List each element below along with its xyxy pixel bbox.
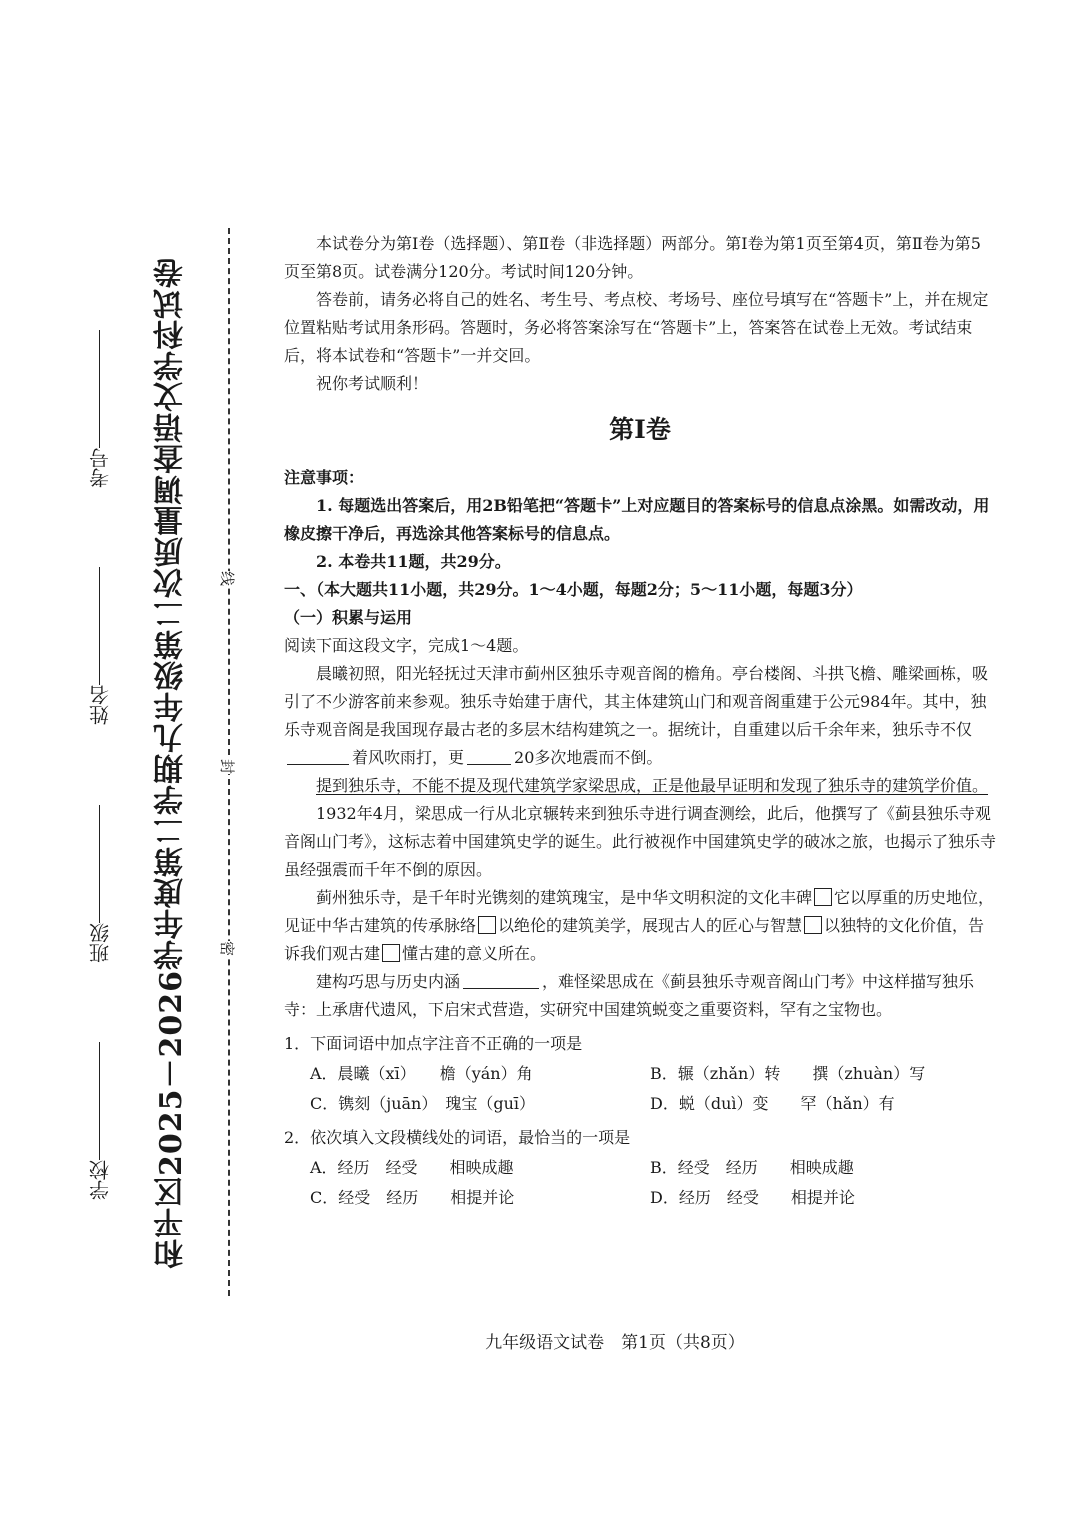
question-1-options	[284, 1060, 996, 1118]
intro-paragraph-2: 答卷前，请务必将自己的姓名、考生号、考点校、考场号、座位号填写在“答题卡”上，并在规定位置粘贴考试用条形码。答题时，务必将答案涂写在“答题卡”上，答案答在试卷上无效。考试结束后，将本试卷和“答题卡”一并交回。	[284, 290, 989, 365]
passage-text: 建构巧思与历史内涵	[316, 972, 461, 991]
cut-mark-line: 线	[215, 571, 240, 586]
question-1-stem: 1．下面词语中加点字注音不正确的一项是	[284, 1034, 583, 1053]
exam-content	[284, 230, 996, 1212]
question-2-option-d[interactable]: D．经历 经受 相提并论	[650, 1188, 855, 1207]
sub-section-heading: （一）积累与运用	[284, 608, 413, 627]
exam-title-vertical: 和平区2025－2026学年度第二学期九年级第二次质量调查语文学科试卷	[154, 257, 189, 1269]
exam-number-blank[interactable]	[100, 330, 101, 448]
name-label: 姓名	[88, 685, 113, 726]
notice-label: 注意事项：	[284, 468, 365, 487]
question-1-option-a[interactable]: A．晨曦（xī） 檐（yán）角	[310, 1064, 533, 1083]
cut-mark-seal: 封	[215, 759, 240, 774]
question-2-option-a[interactable]: A．经历 经受 相映成趣	[310, 1158, 514, 1177]
class-field[interactable]	[86, 805, 115, 963]
question-2-option-c[interactable]: C．经受 经历 相提并论	[310, 1188, 515, 1207]
question-2-option-b[interactable]: B．经受 经历 相映成趣	[650, 1158, 854, 1177]
punctuation-box-4[interactable]	[382, 944, 400, 962]
passage-paragraph-4	[284, 884, 996, 968]
student-info-fields	[82, 330, 118, 1200]
passage-text: 以绝伦的建筑美学，展现古人的匠心与智慧	[498, 916, 803, 935]
binding-sidebar	[0, 0, 237, 1528]
question-2-options	[284, 1154, 996, 1212]
question-1-option-d[interactable]: D．蜕（duì）变 罕（hǎn）有	[650, 1094, 895, 1113]
exam-number-label: 考号	[88, 448, 113, 489]
fill-blank-2[interactable]	[467, 764, 511, 765]
passage-paragraph-3: 1932年4月，梁思成一行从北京辗转来到独乐寺进行调查测绘，此后，他撰写了《蓟县独乐寺观音阁山门考》，这标志着中国建筑史学的诞生。此行被视作中国建筑史学的破冰之旅，也揭示了独乐寺虽经强震而千年不倒的原因。	[284, 804, 997, 879]
notice-item-1: 1. 每题选出答案后，用2B铅笔把“答题卡”上对应题目的答案标号的信息点涂黑。如需改动，用橡皮擦干净后，再选涂其他答案标号的信息点。	[284, 496, 990, 543]
school-blank[interactable]	[100, 1042, 101, 1160]
passage-text: 晨曦初照，阳光轻抚过天津市蓟州区独乐寺观音阁的檐角。亭台楼阁、斗拱飞檐、雕梁画栋，吸引了不少游客前来参观。独乐寺始建于唐代，其主体建筑山门和观音阁重建于公元984年。其中，独乐寺观音阁是我国现存最古老的多层木结构建筑之一。据统计，自重建以后千余年来，独乐寺不仅	[284, 664, 989, 739]
fill-blank-1[interactable]	[287, 764, 349, 765]
school-field[interactable]	[86, 1042, 115, 1200]
question-1-option-b[interactable]: B．辗（zhǎn）转 撰（zhuàn）写	[650, 1064, 926, 1083]
passage-paragraph-2-underlined: 提到独乐寺，不能不提及现代建筑学家梁思成，正是他最早证明和发现了独乐寺的建筑学价值。	[316, 776, 989, 795]
passage-paragraph-1	[284, 660, 996, 772]
passage-text: 它以厚重的历史地位，见证中华古建筑的传承脉络	[284, 888, 995, 935]
passage-text: ，难怪梁思成在《蓟县独乐寺观音阁山门考》中这样描写独乐寺：上承唐代遗风，下启宋式营造，实研究中国建筑蜕变之重要资料，罕有之宝物也。	[284, 972, 975, 1019]
reading-instruction: 阅读下面这段文字，完成1～4题。	[284, 636, 529, 655]
exam-number-field[interactable]	[86, 330, 115, 488]
name-blank[interactable]	[100, 567, 101, 685]
punctuation-box-2[interactable]	[478, 916, 496, 934]
school-label: 学校	[88, 1160, 113, 1200]
question-1-option-c[interactable]: C．镌刻（juān） 瑰宝（guī）	[310, 1094, 536, 1113]
intro-paragraph-1: 本试卷分为第Ⅰ卷（选择题）、第Ⅱ卷（非选择题）两部分。第Ⅰ卷为第1页至第4页，第Ⅱ卷为第5页至第8页。试卷满分120分。考试时间120分钟。	[284, 234, 981, 281]
passage-text: 以独特的文化价值，告诉我们观古建	[284, 916, 985, 963]
fill-blank-3[interactable]	[463, 988, 539, 989]
punctuation-box-1[interactable]	[814, 888, 832, 906]
punctuation-box-3[interactable]	[804, 916, 822, 934]
class-label: 班级	[88, 922, 113, 963]
part-one-heading: 一、（本大题共11小题，共29分。1～4小题，每题2分；5～11小题，每题3分）	[284, 580, 863, 599]
passage-text: 20多次地震而不倒。	[514, 748, 663, 767]
section-title: 第Ⅰ卷	[609, 415, 671, 444]
passage-text: 蓟州独乐寺，是千年时光镌刻的建筑瑰宝，是中华文明积淀的文化丰碑	[316, 888, 813, 907]
passage-paragraph-5	[284, 968, 996, 1024]
question-2-stem: 2．依次填入文段横线处的词语，最恰当的一项是	[284, 1128, 631, 1147]
cut-mark-secret: 密	[215, 941, 240, 956]
page-footer: 九年级语文试卷 第1页（共8页）	[485, 1333, 745, 1353]
passage-text: 懂古建的意义所在。	[402, 944, 547, 963]
intro-wish: 祝你考试顺利！	[316, 374, 429, 393]
notice-item-2: 2. 本卷共11题，共29分。	[316, 552, 511, 571]
passage-text: 着风吹雨打，更	[352, 748, 465, 767]
class-blank[interactable]	[100, 805, 101, 923]
name-field[interactable]	[86, 567, 115, 725]
